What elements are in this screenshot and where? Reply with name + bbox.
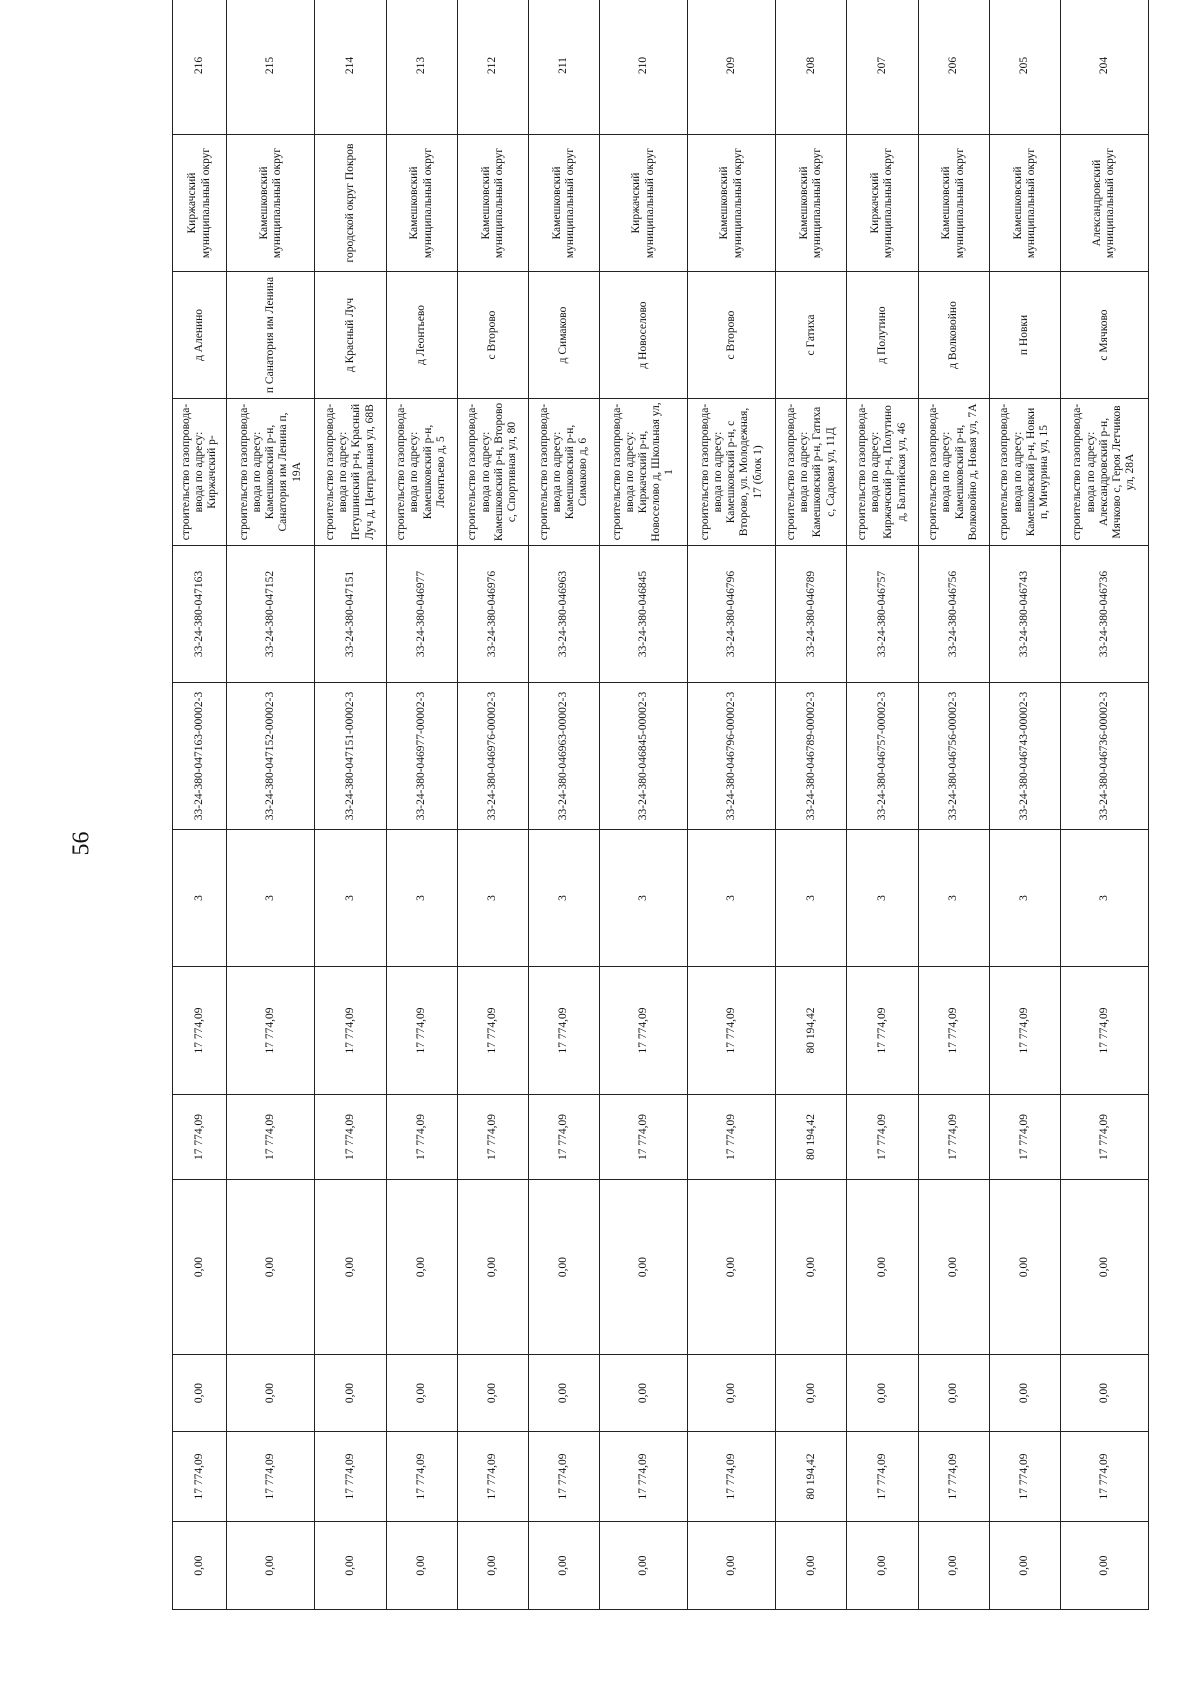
amount-cell-5: 0,00: [457, 1522, 528, 1610]
amount-cell-3: 0,00: [847, 1355, 918, 1432]
object-cell: строительство газопровода-ввода по адресу: Камешковский р-н, Санатория им Ленина п, 19А: [227, 399, 315, 546]
locality-cell: п Санатория им Ленина: [227, 272, 315, 399]
locality-cell: д Аленино: [173, 272, 227, 399]
amount-cell-5: 0,00: [315, 1522, 386, 1610]
total-cell: 17 774,09: [1060, 967, 1148, 1095]
row-number: 209: [688, 0, 776, 135]
amount-cell-4: 17 774,09: [600, 1432, 688, 1522]
amount-cell-3: 0,00: [227, 1355, 315, 1432]
cadastral-number-cell: 33-24-380-047152: [227, 546, 315, 683]
tech-conditions-cell: 33-24-380-046963-00002-3: [528, 683, 599, 830]
district-cell: Киржачский муниципальный округ: [847, 135, 918, 272]
object-cell: строительство газопровода-ввода по адресу: Камешковский р-н, Новки п, Мичурина ул, 15: [989, 399, 1060, 546]
amount-cell-3: 0,00: [457, 1355, 528, 1432]
total-cell: 17 774,09: [386, 967, 457, 1095]
table-row: [227, 0, 315, 1610]
amount-cell-4: 17 774,09: [1060, 1432, 1148, 1522]
amount-cell-3: 0,00: [776, 1355, 847, 1432]
amount-cell-4: 17 774,09: [227, 1432, 315, 1522]
amount-cell-2: 0,00: [776, 1180, 847, 1355]
locality-cell: д Красный Луч: [315, 272, 386, 399]
amount-cell-2: 0,00: [315, 1180, 386, 1355]
row-number: 211: [528, 0, 599, 135]
cadastral-number-cell: 33-24-380-046977: [386, 546, 457, 683]
rotated-table: [172, 56, 1149, 1610]
amount-cell-5: 0,00: [989, 1522, 1060, 1610]
tech-conditions-cell: 33-24-380-046977-00002-3: [386, 683, 457, 830]
page-number: 56: [68, 831, 95, 856]
cadastral-number-cell: 33-24-380-046757: [847, 546, 918, 683]
district-cell: Камешковский муниципальный округ: [989, 135, 1060, 272]
amount-cell-2: 0,00: [457, 1180, 528, 1355]
amount-cell-2: 0,00: [989, 1180, 1060, 1355]
row-number: 204: [1060, 0, 1148, 135]
table-row: [918, 0, 989, 1610]
amount-cell-3: 0,00: [989, 1355, 1060, 1432]
amount-cell-2: 0,00: [688, 1180, 776, 1355]
row-number: 214: [315, 0, 386, 135]
row-number: 215: [227, 0, 315, 135]
amount-cell-5: 0,00: [776, 1522, 847, 1610]
amount-cell-5: 0,00: [386, 1522, 457, 1610]
locality-cell: д Леонтьево: [386, 272, 457, 399]
row-number: 213: [386, 0, 457, 135]
amount-cell-4: 80 194,42: [776, 1432, 847, 1522]
object-cell: строительство газопровода-ввода по адресу: Петушинский р-н, Красный Луч д, Центральная ул, 68В: [315, 399, 386, 546]
tech-conditions-cell: 33-24-380-046757-00002-3: [847, 683, 918, 830]
amount-cell-4: 17 774,09: [847, 1432, 918, 1522]
cadastral-number-cell: 33-24-380-046743: [989, 546, 1060, 683]
tech-conditions-cell: 33-24-380-046756-00002-3: [918, 683, 989, 830]
amount-cell-2: 0,00: [227, 1180, 315, 1355]
category-cell: 3: [227, 830, 315, 967]
object-cell: строительство газопровода-ввода по адресу: Камешковский р-н, Второво с, Спортивная ул, 80: [457, 399, 528, 546]
district-cell: Киржачский муниципальный округ: [600, 135, 688, 272]
tech-conditions-cell: 33-24-380-046789-00002-3: [776, 683, 847, 830]
table-row: [600, 0, 688, 1610]
table-row: [457, 0, 528, 1610]
locality-cell: п Новки: [989, 272, 1060, 399]
amount-cell-3: 0,00: [173, 1355, 227, 1432]
table-row: [688, 0, 776, 1610]
data-table: [172, 0, 1149, 1610]
row-number: 205: [989, 0, 1060, 135]
amount-cell-1: 17 774,09: [1060, 1095, 1148, 1180]
locality-cell: с Гатиха: [776, 272, 847, 399]
table-row: [776, 0, 847, 1610]
district-cell: Камешковский муниципальный округ: [227, 135, 315, 272]
total-cell: 17 774,09: [528, 967, 599, 1095]
amount-cell-1: 17 774,09: [847, 1095, 918, 1180]
amount-cell-2: 0,00: [528, 1180, 599, 1355]
amount-cell-4: 17 774,09: [386, 1432, 457, 1522]
category-cell: 3: [528, 830, 599, 967]
total-cell: 17 774,09: [227, 967, 315, 1095]
row-number: 216: [173, 0, 227, 135]
cadastral-number-cell: 33-24-380-046845: [600, 546, 688, 683]
amount-cell-2: 0,00: [918, 1180, 989, 1355]
amount-cell-1: 17 774,09: [688, 1095, 776, 1180]
object-cell: строительство газопровода-ввода по адресу: Александровский р-н, Мячково с, Героя Летчиков ул, 28А: [1060, 399, 1148, 546]
tech-conditions-cell: 33-24-380-046736-00002-3: [1060, 683, 1148, 830]
amount-cell-1: 17 774,09: [989, 1095, 1060, 1180]
object-cell: строительство газопровода-ввода по адресу: Камешковский р-н, с Второво, ул. Молодежная, 17 (блок 1): [688, 399, 776, 546]
district-cell: Камешковский муниципальный округ: [776, 135, 847, 272]
object-cell: строительство газопровода-ввода по адресу: Киржачский р-н, Новоселово д, Школьная ул, 1: [600, 399, 688, 546]
locality-cell: д Волковойно: [918, 272, 989, 399]
category-cell: 3: [315, 830, 386, 967]
amount-cell-1: 17 774,09: [227, 1095, 315, 1180]
cadastral-number-cell: 33-24-380-047163: [173, 546, 227, 683]
category-cell: 3: [386, 830, 457, 967]
row-number: 210: [600, 0, 688, 135]
row-number: 207: [847, 0, 918, 135]
row-number: 208: [776, 0, 847, 135]
amount-cell-2: 0,00: [600, 1180, 688, 1355]
district-cell: Камешковский муниципальный округ: [528, 135, 599, 272]
object-cell: строительство газопровода-ввода по адресу: Киржачский р-н, Полутино д, Балтийская ул, 46: [847, 399, 918, 546]
cadastral-number-cell: 33-24-380-047151: [315, 546, 386, 683]
cadastral-number-cell: 33-24-380-046963: [528, 546, 599, 683]
object-cell: строительство газопровода-ввода по адресу: Камешковский р-н, Гатиха с, Садовая ул, 11Д: [776, 399, 847, 546]
cadastral-number-cell: 33-24-380-046796: [688, 546, 776, 683]
cadastral-number-cell: 33-24-380-046736: [1060, 546, 1148, 683]
amount-cell-2: 0,00: [386, 1180, 457, 1355]
cadastral-number-cell: 33-24-380-046976: [457, 546, 528, 683]
amount-cell-4: 17 774,09: [528, 1432, 599, 1522]
tech-conditions-cell: 33-24-380-046796-00002-3: [688, 683, 776, 830]
amount-cell-3: 0,00: [386, 1355, 457, 1432]
total-cell: 80 194,42: [776, 967, 847, 1095]
total-cell: 17 774,09: [600, 967, 688, 1095]
locality-cell: с Второво: [457, 272, 528, 399]
amount-cell-4: 17 774,09: [315, 1432, 386, 1522]
table-row: [989, 0, 1060, 1610]
total-cell: 17 774,09: [457, 967, 528, 1095]
category-cell: 3: [457, 830, 528, 967]
total-cell: 17 774,09: [989, 967, 1060, 1095]
district-cell: Камешковский муниципальный округ: [457, 135, 528, 272]
amount-cell-1: 17 774,09: [528, 1095, 599, 1180]
amount-cell-3: 0,00: [528, 1355, 599, 1432]
locality-cell: д Новоселово: [600, 272, 688, 399]
tech-conditions-cell: 33-24-380-047152-00002-3: [227, 683, 315, 830]
table-row: [173, 0, 227, 1610]
amount-cell-5: 0,00: [847, 1522, 918, 1610]
amount-cell-5: 0,00: [528, 1522, 599, 1610]
amount-cell-5: 0,00: [173, 1522, 227, 1610]
category-cell: 3: [600, 830, 688, 967]
category-cell: 3: [173, 830, 227, 967]
amount-cell-5: 0,00: [227, 1522, 315, 1610]
district-cell: Камешковский муниципальный округ: [386, 135, 457, 272]
amount-cell-1: 17 774,09: [600, 1095, 688, 1180]
total-cell: 17 774,09: [315, 967, 386, 1095]
category-cell: 3: [776, 830, 847, 967]
category-cell: 3: [1060, 830, 1148, 967]
row-number: 212: [457, 0, 528, 135]
object-cell: строительство газопровода-ввода по адресу: Киржачский р-: [173, 399, 227, 546]
tech-conditions-cell: 33-24-380-047151-00002-3: [315, 683, 386, 830]
district-cell: Камешковский муниципальный округ: [688, 135, 776, 272]
tech-conditions-cell: 33-24-380-046976-00002-3: [457, 683, 528, 830]
amount-cell-3: 0,00: [600, 1355, 688, 1432]
tech-conditions-cell: 33-24-380-046743-00002-3: [989, 683, 1060, 830]
tech-conditions-cell: 33-24-380-046845-00002-3: [600, 683, 688, 830]
district-cell: Александровский муниципальный округ: [1060, 135, 1148, 272]
amount-cell-3: 0,00: [315, 1355, 386, 1432]
amount-cell-1: 17 774,09: [315, 1095, 386, 1180]
amount-cell-1: 80 194,42: [776, 1095, 847, 1180]
amount-cell-1: 17 774,09: [386, 1095, 457, 1180]
table-row: [1060, 0, 1148, 1610]
amount-cell-5: 0,00: [688, 1522, 776, 1610]
total-cell: 17 774,09: [918, 967, 989, 1095]
amount-cell-4: 17 774,09: [457, 1432, 528, 1522]
cadastral-number-cell: 33-24-380-046789: [776, 546, 847, 683]
table-row: [847, 0, 918, 1610]
amount-cell-4: 17 774,09: [918, 1432, 989, 1522]
locality-cell: с Мячково: [1060, 272, 1148, 399]
amount-cell-5: 0,00: [1060, 1522, 1148, 1610]
total-cell: 17 774,09: [688, 967, 776, 1095]
amount-cell-2: 0,00: [847, 1180, 918, 1355]
district-cell: Камешковский муниципальный округ: [918, 135, 989, 272]
amount-cell-4: 17 774,09: [173, 1432, 227, 1522]
amount-cell-3: 0,00: [688, 1355, 776, 1432]
amount-cell-1: 17 774,09: [173, 1095, 227, 1180]
table-row: [315, 0, 386, 1610]
amount-cell-3: 0,00: [918, 1355, 989, 1432]
district-cell: городской округ Покров: [315, 135, 386, 272]
object-cell: строительство газопровода-ввода по адресу: Камешковский р-н, Волковойно д, Новая ул, 7А: [918, 399, 989, 546]
row-number: 206: [918, 0, 989, 135]
amount-cell-1: 17 774,09: [918, 1095, 989, 1180]
amount-cell-4: 17 774,09: [688, 1432, 776, 1522]
total-cell: 17 774,09: [847, 967, 918, 1095]
table-row: [528, 0, 599, 1610]
locality-cell: с Второво: [688, 272, 776, 399]
amount-cell-2: 0,00: [1060, 1180, 1148, 1355]
object-cell: строительство газопровода-ввода по адресу: Камешковский р-н, Симаково д, 6: [528, 399, 599, 546]
district-cell: Киржачский муниципальный округ: [173, 135, 227, 272]
category-cell: 3: [688, 830, 776, 967]
amount-cell-5: 0,00: [918, 1522, 989, 1610]
category-cell: 3: [847, 830, 918, 967]
category-cell: 3: [989, 830, 1060, 967]
object-cell: строительство газопровода-ввода по адресу: Камешковский р-н, Леонтьево д, 5: [386, 399, 457, 546]
table-row: [386, 0, 457, 1610]
amount-cell-1: 17 774,09: [457, 1095, 528, 1180]
amount-cell-4: 17 774,09: [989, 1432, 1060, 1522]
amount-cell-2: 0,00: [173, 1180, 227, 1355]
table-container: [172, 56, 1149, 1610]
amount-cell-3: 0,00: [1060, 1355, 1148, 1432]
locality-cell: д Симаково: [528, 272, 599, 399]
total-cell: 17 774,09: [173, 967, 227, 1095]
cadastral-number-cell: 33-24-380-046756: [918, 546, 989, 683]
amount-cell-5: 0,00: [600, 1522, 688, 1610]
locality-cell: д Полутино: [847, 272, 918, 399]
category-cell: 3: [918, 830, 989, 967]
tech-conditions-cell: 33-24-380-047163-00002-3: [173, 683, 227, 830]
